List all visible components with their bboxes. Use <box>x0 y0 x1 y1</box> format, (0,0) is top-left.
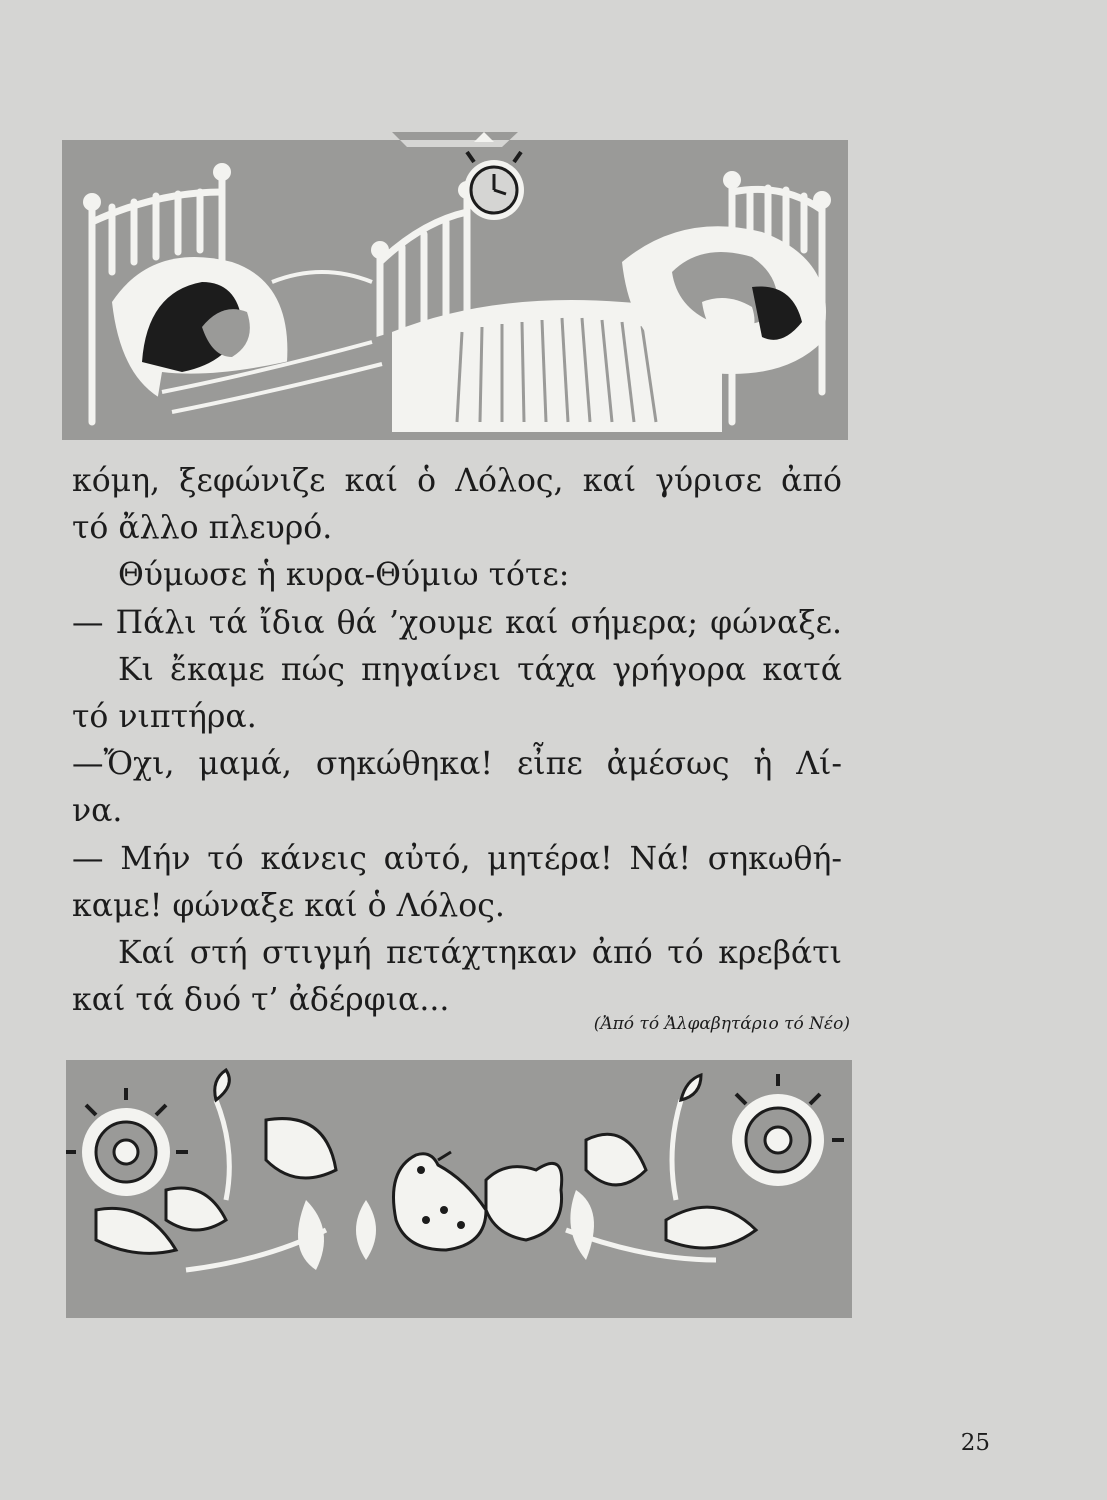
text-line: τό νιπτήρα. <box>72 698 257 735</box>
source-citation: (Ἀπό τό Ἀλφαβητάριο τό Νέο) <box>593 1014 850 1034</box>
floral-border-illustration <box>66 1060 852 1318</box>
text-line: καί τά δυό τ’ ἀδέρφια... <box>72 982 450 1019</box>
story-text <box>72 458 842 1024</box>
children-sleeping-illustration <box>62 132 848 440</box>
text-line: Καί στή στιγμή πετάχτηκαν ἀπό τό κρεβάτι <box>118 934 842 971</box>
text-line: — Πάλι τά ἴδια θά ’χουμε καί σήμερα; φώναξε. <box>72 604 842 641</box>
text-line: τό ἄλλο πλευρό. <box>72 510 333 547</box>
text-line: καμε! φώναξε καί ὁ Λόλος. <box>72 887 505 924</box>
text-line: Θύμωσε ἡ κυρα-Θύμιω τότε: <box>118 557 570 594</box>
text-line: —Ὄχι, μαμά, σηκώθηκα! εἶπε ἀμέσως ἡ Λί- <box>72 746 842 783</box>
page-number: 25 <box>960 1430 990 1456</box>
text-line: να. <box>72 793 123 830</box>
text-line: κόμη, ξεφώνιζε καί ὁ Λόλος, καί γύρισε ἀπό <box>72 463 842 499</box>
text-line: Κι ἔκαμε πώς πηγαίνει τάχα γρήγορα κατά <box>118 651 842 688</box>
text-line: — Μήν τό κάνεις αὐτό, μητέρα! Νά! σηκωθή- <box>72 840 842 877</box>
